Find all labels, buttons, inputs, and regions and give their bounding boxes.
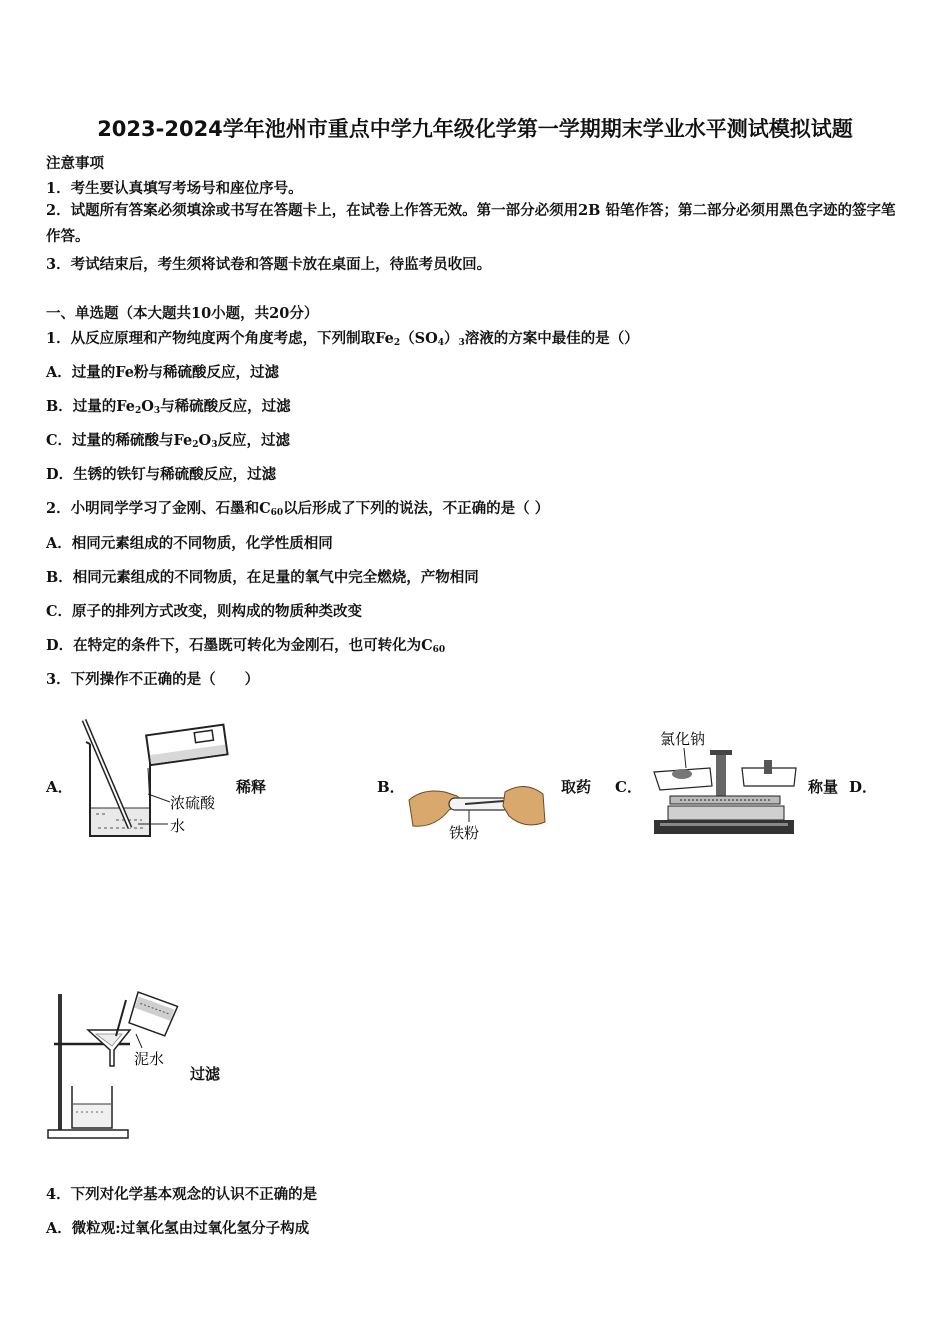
q3-stem: 3．下列操作不正确的是（ ）: [46, 671, 260, 688]
q4-option-a: A．微粒观:过氧化氢由过氧化氢分子构成: [46, 1220, 310, 1237]
q2-option-b: B．相同元素组成的不同物质，在足量的氧气中完全燃烧，产物相同: [46, 569, 479, 586]
label-iron-powder: 铁粉: [449, 824, 480, 842]
powder-figure: [405, 770, 550, 845]
q2-option-a: A．相同元素组成的不同物质，化学性质相同: [46, 535, 333, 552]
notice-heading: 注意事项: [46, 155, 104, 172]
q1-option-a: A．过量的Fe粉与稀硫酸反应，过滤: [46, 364, 279, 381]
q3-option-b-label: B．: [377, 778, 405, 796]
section-heading: 一、单选题（本大题共10小题，共20分）: [46, 305, 319, 322]
q2-option-c: C．原子的排列方式改变，则构成的物质种类改变: [46, 603, 363, 620]
balance-figure: [650, 724, 800, 844]
q3-option-b-caption: 取药: [561, 778, 592, 796]
q1-option-c: C．过量的稀硫酸与$Fe_2O_3$反应，过滤: [46, 432, 290, 450]
page-title: 2023-2024学年池州市重点中学九年级化学第一学期期末学业水平测试模拟试题: [97, 117, 853, 141]
notice-item-3: 3．考试结束后，考生须将试卷和答题卡放在桌面上，待监考员收回。: [46, 256, 492, 273]
notice-item-2: 2．试题所有答案必须填涂或书写在答题卡上，在试卷上作答无效。第一部分必须用2B 铅笔作答；第二部分必须用黑色字迹的签字笔作答。: [46, 202, 896, 245]
q1-option-b: B．过量的$Fe_2O_3$与稀硫酸反应，过滤: [46, 398, 291, 416]
notice-item-1: 1．考生要认真填写考场号和座位序号。: [46, 180, 303, 197]
q1-stem: 1．从反应原理和产物纯度两个角度考虑，下列制取$Fe_2(SO_4)_3$溶液的方案中最佳的是（）: [46, 330, 639, 348]
label-muddy-water: 泥水: [134, 1050, 165, 1068]
q2-stem: 2．小明同学学习了金刚、石墨和$C_{60}$以后形成了下列的说法，不正确的是（ ）: [46, 500, 550, 518]
q1-option-d: D．生锈的铁钉与稀硫酸反应，过滤: [46, 466, 277, 483]
label-conc-acid: 浓硫酸: [170, 794, 216, 812]
q3-option-a-caption: 稀释: [236, 778, 267, 796]
q4-stem: 4．下列对化学基本观念的认识不正确的是: [46, 1186, 318, 1203]
q3-option-c-caption: 称量: [808, 778, 839, 796]
dilution-figure: [76, 716, 236, 846]
label-water: 水: [170, 817, 186, 835]
filtration-figure: [46, 990, 181, 1142]
q3-option-c-label: C．: [615, 778, 642, 796]
q2-option-d: D．在特定的条件下，石墨既可转化为金刚石，也可转化为$C_{60}$: [46, 637, 446, 655]
q3-option-d-label: D．: [849, 778, 878, 796]
q3-option-d-caption: 过滤: [190, 1065, 221, 1083]
label-sodium-chloride: 氯化钠: [660, 730, 706, 748]
q3-option-a-label: A．: [46, 778, 73, 796]
